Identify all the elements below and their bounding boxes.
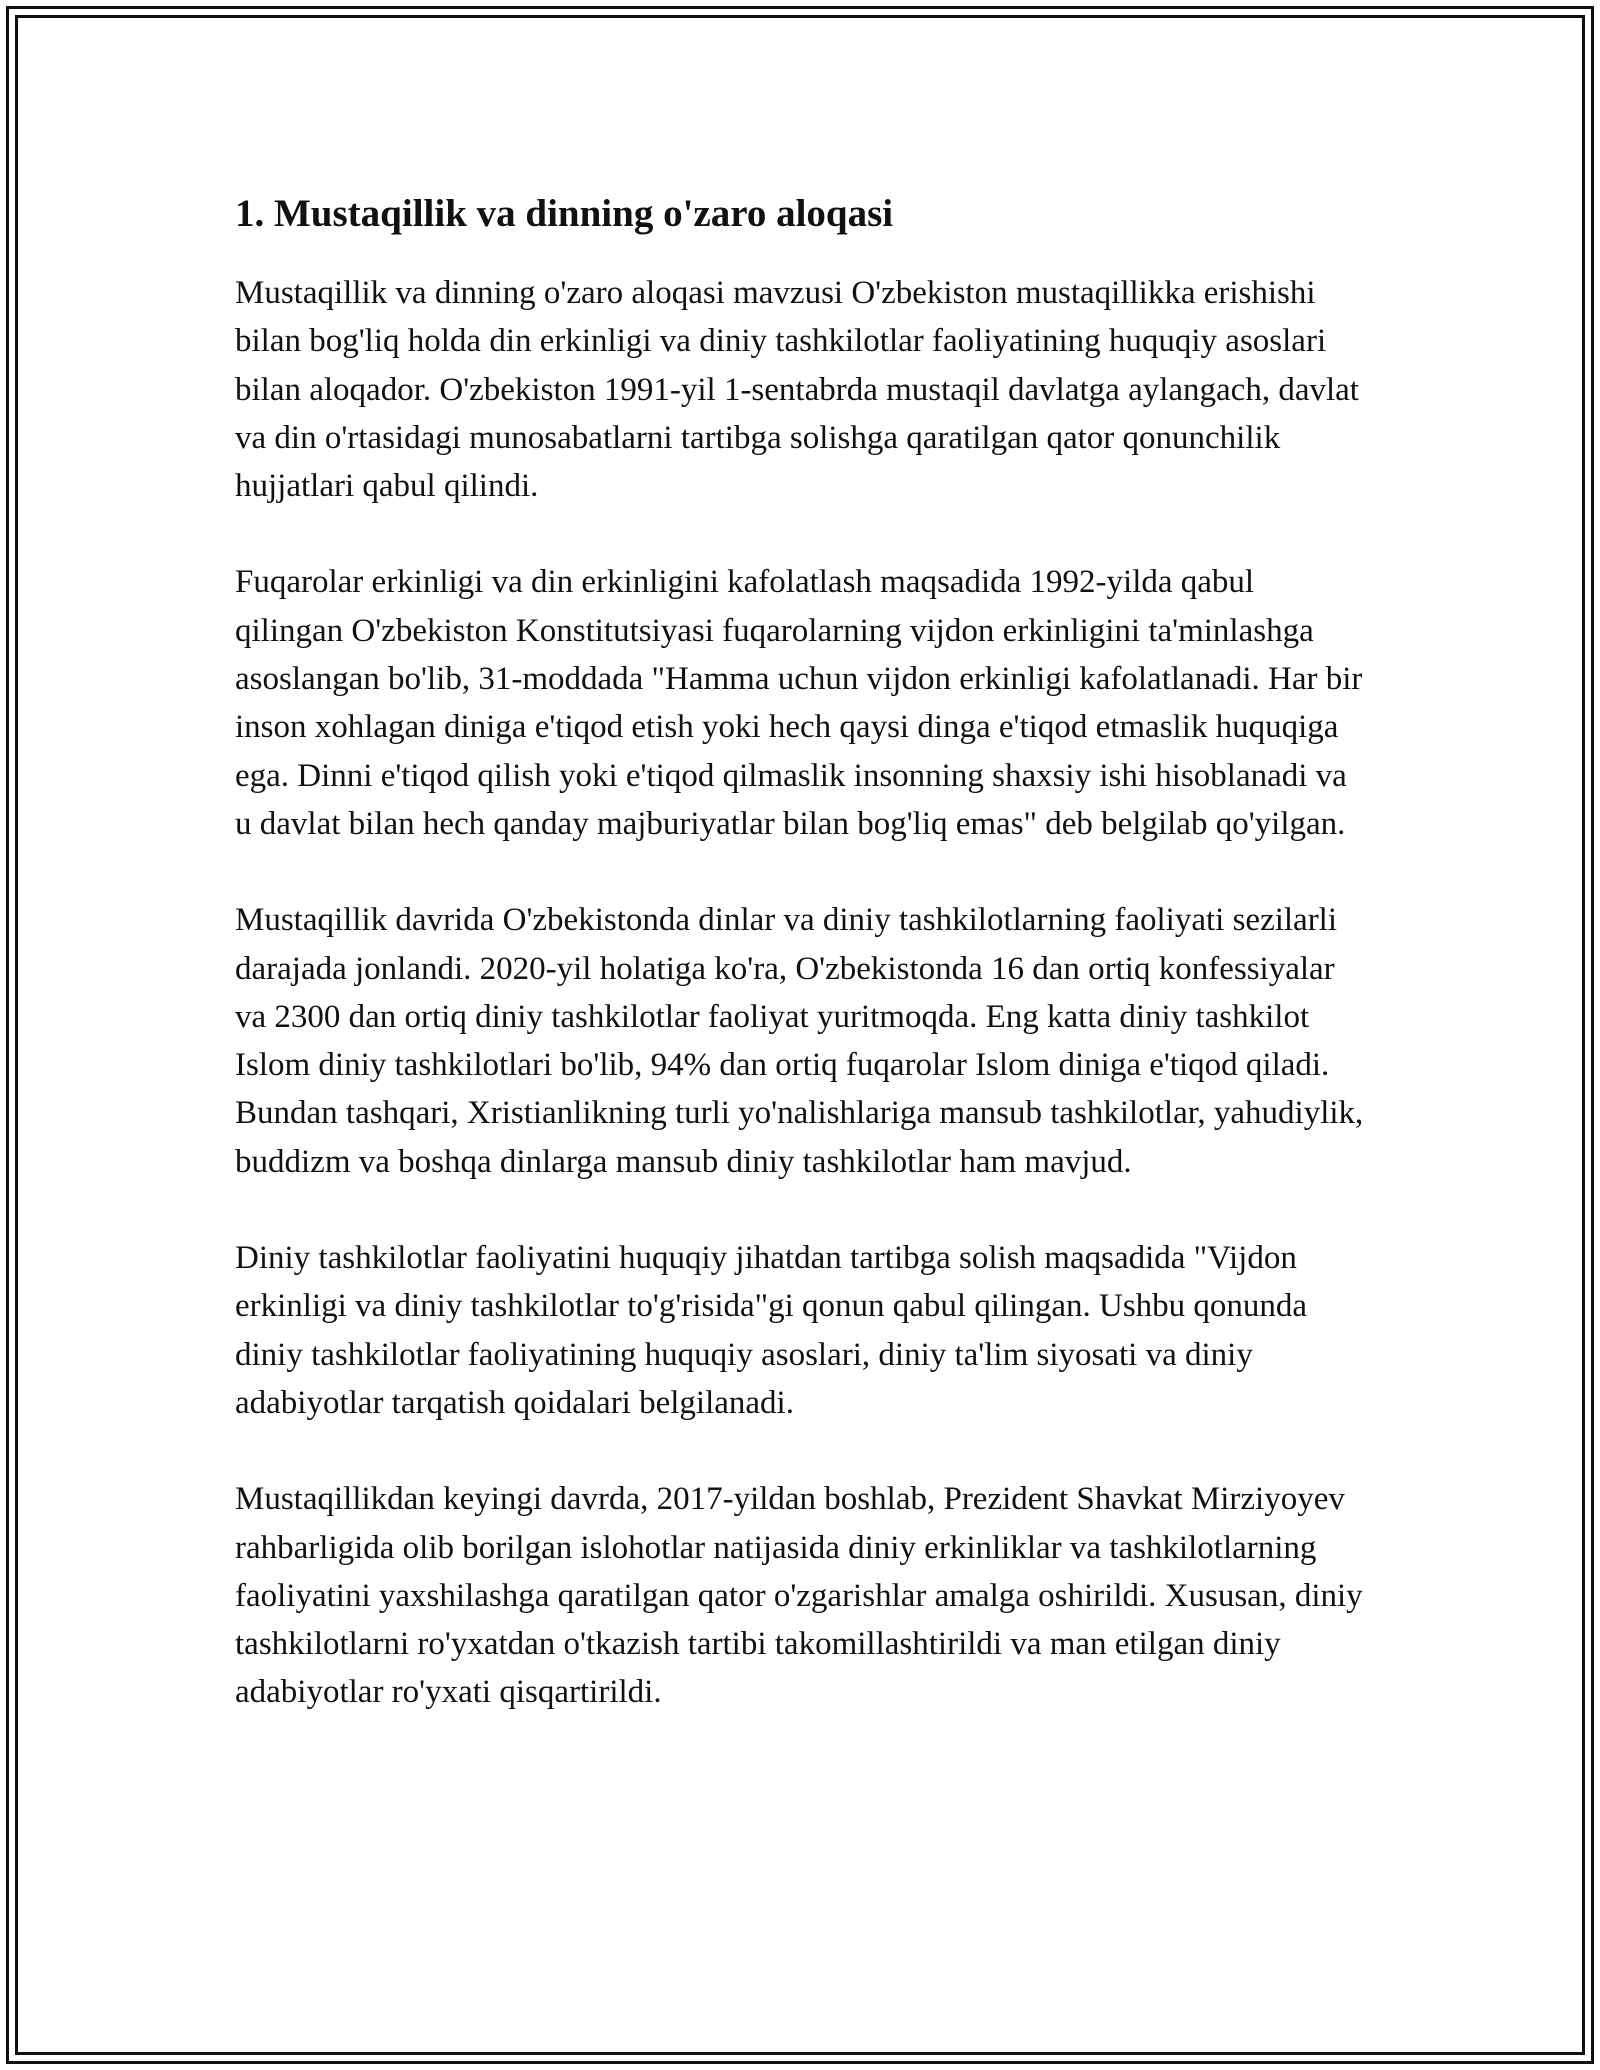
paragraph-2: Fuqarolar erkinligi va din erkinligini kafolatlash maqsadida 1992-yilda qabul qilingan O'zbekiston Konstitutsiyasi fuqarolarning vijdon erkinligini ta'minlashga asoslangan bo'lib, 31-moddada "Hamma uchun vijdon erkinligi kafolatlanadi. Har bir inson xohlagan diniga e'tiqod etish yoki hech qaysi dinga e'tiqod etmaslik huquqiga ega. Dinni e'tiqod qilish yoki e'tiqod qilmaslik insonning shaxsiy ishi hisoblanadi va u davlat bilan hech qanday majburiyatlar bilan bog'liq emas" deb belgilab qo'yilgan. xyxy=(235,564,1363,842)
paragraph-1: Mustaqillik va dinning o'zaro aloqasi mavzusi O'zbekiston mustaqillikka erishishi bilan bog'liq holda din erkinligi va diniy tashkilotlar faoliyatining huquqiy asoslari bilan aloqador. O'zbekiston 1991-yil 1-sentabrda mustaqil davlatga aylangach, davlat va din o'rtasidagi munosabatlarni tartibga solishga qaratilgan qator qonunchilik hujjatlari qabul qilindi. xyxy=(235,275,1359,505)
document-body xyxy=(235,186,1365,1765)
paragraph-5: Mustaqillikdan keyingi davrda, 2017-yildan boshlab, Prezident Shavkat Mirziyoyev rahbarligida olib borilgan islohotlar natijasida diniy erkinliklar va tashkilotlarning faoliyatini yaxshilashga qaratilgan qator o'zgarishlar amalga oshirildi. Xususan, diniy tashkilotlarni ro'yxatdan o'tkazish tartibi takomillashtirildi va man etilgan diniy adabiyotlar ro'yxati qisqartirildi. xyxy=(235,1481,1363,1711)
paragraph-4: Diniy tashkilotlar faoliyatini huquqiy jihatdan tartibga solish maqsadida "Vijdon erkinligi va diniy tashkilotlar to'g'risida"gi qonun qabul qilingan. Ushbu qonunda diniy tashkilotlar faoliyatining huquqiy asoslari, diniy ta'lim siyosati va diniy adabiyotlar tarqatish qoidalari belgilanadi. xyxy=(235,1240,1308,1421)
section-heading: 1. Mustaqillik va dinning o'zaro aloqasi xyxy=(235,192,894,235)
paragraph-3: Mustaqillik davrida O'zbekistonda dinlar va diniy tashkilotlarning faoliyati sezilarli darajada jonlandi. 2020-yil holatiga ko'ra, O'zbekistonda 16 dan ortiq konfessiyalar va 2300 dan ortiq diniy tashkilotlar faoliyat yuritmoqda. Eng katta diniy tashkilot Islom diniy tashkilotlari bo'lib, 94% dan ortiq fuqarolar Islom diniga e'tiqod qiladi. Bundan tashqari, Xristianlikning turli yo'nalishlariga mansub tashkilotlar, yahudiylik, buddizm va boshqa dinlarga mansub diniy tashkilotlar ham mavjud. xyxy=(235,902,1364,1180)
